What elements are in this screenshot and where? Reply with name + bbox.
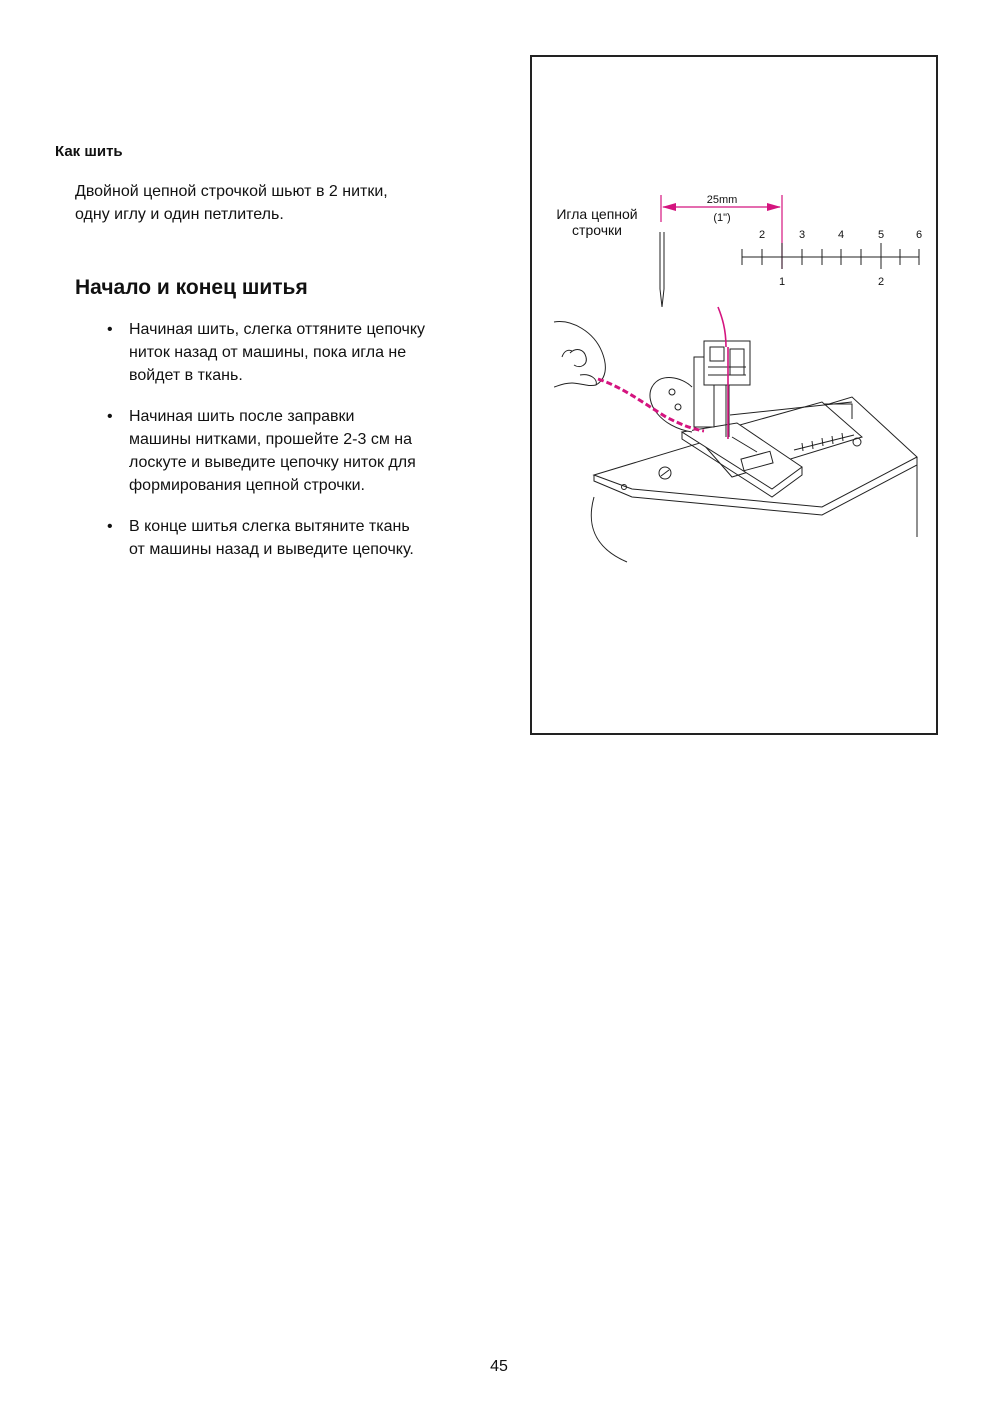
needle-label: Игла цепной [556,206,638,222]
needle-label: строчки [572,222,622,238]
intro-paragraph [75,180,465,226]
scale-top-label: 5 [877,229,885,241]
bullet-line: от машины назад и выведите цепочку. [129,541,414,558]
bullet-icon: • [107,321,113,338]
bullet-line: Начиная шить после заправки [129,408,355,425]
distance-mm-label: 25mm [706,194,738,206]
scale-bottom-label: 1 [778,276,786,288]
bullet-icon: • [107,408,113,425]
needle-icon [660,232,664,307]
sewing-illustration [532,57,936,733]
bullet-icon: • [107,518,113,535]
sewing-machine-drawing [554,322,917,562]
illustration-frame [530,55,938,735]
subheading: Как шить [55,143,123,160]
bullet-line: ниток назад от машины, пока игла не [129,344,407,361]
bullet-line: Начиная шить, слегка оттяните цепочку [129,321,426,338]
bullet-line: формирования цепной строчки. [129,477,365,494]
bullet-line: лоскуте и выведите цепочку ниток для [129,454,416,471]
intro-line: Двойной цепной строчкой шьют в 2 нитки, [75,183,388,200]
distance-inch-label: (1") [713,212,731,224]
bullet-list [107,318,507,579]
bullet-item [107,515,507,561]
section-title: Начало и конец шитья [75,276,308,299]
page-number: 45 [490,1358,508,1375]
bullet-item [107,405,507,497]
scale-top-label: 6 [915,229,923,241]
bullet-line: В конце шитья слегка вытяните ткань [129,518,410,535]
scale-top-label: 3 [798,229,806,241]
ruler-scale [742,243,919,269]
bullet-line: войдет в ткань. [129,367,243,384]
scale-top-label: 4 [837,229,845,241]
scale-top-label: 2 [758,229,766,241]
bullet-line: машины нитками, прошейте 2-3 см на [129,431,413,448]
intro-line: одну иглу и один петлитель. [75,206,284,223]
scale-bottom-label: 2 [877,276,885,288]
bullet-item [107,318,507,387]
